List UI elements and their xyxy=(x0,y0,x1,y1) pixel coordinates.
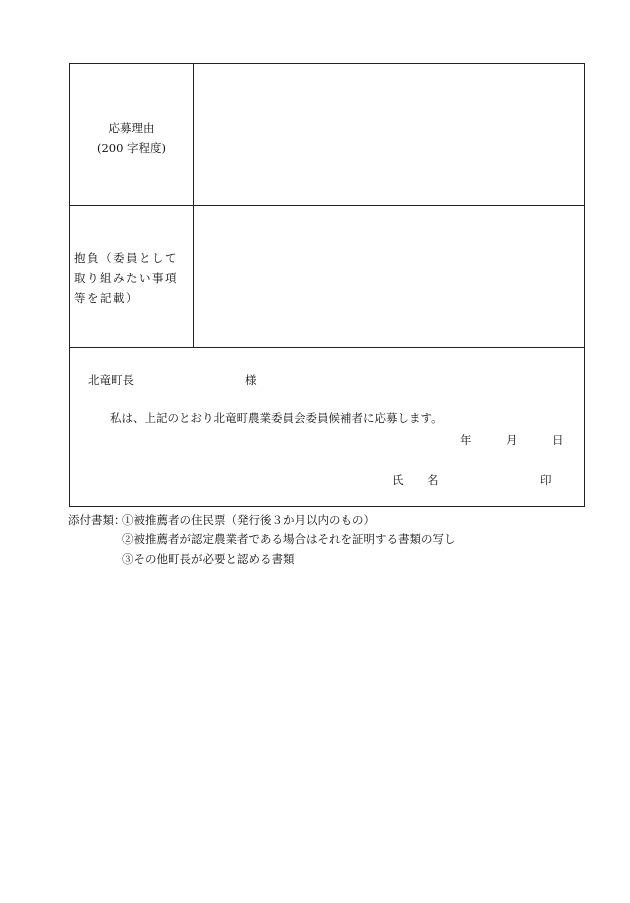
attachment-item-2: ②被推薦者が認定農業者である場合はそれを証明する書類の写し xyxy=(122,532,456,546)
name-label-second: 名 xyxy=(427,473,439,487)
seal-label: 印 xyxy=(540,473,552,487)
ambition-label-cell xyxy=(70,206,194,347)
ambition-label: 抱負（委員として取り組みたい事項等を記載） xyxy=(74,251,178,305)
addressee: 北竜町長 xyxy=(88,373,134,387)
ambition-row xyxy=(70,206,584,348)
date-day-label: 日 xyxy=(552,433,564,447)
date-month-label: 月 xyxy=(506,433,518,447)
reason-label xyxy=(70,118,193,158)
attachment-item-1: ①被推薦者の住民票（発行後３か月以内のもの） xyxy=(122,513,375,527)
declaration-row xyxy=(70,348,584,506)
name-label-first: 氏 xyxy=(392,473,404,487)
reason-label-cell xyxy=(70,64,194,205)
attachments-heading: 添付書類： xyxy=(68,513,126,527)
reason-label-title: 応募理由 xyxy=(108,121,155,135)
ambition-value-cell[interactable] xyxy=(194,206,584,347)
date-year-label: 年 xyxy=(460,433,472,447)
application-form-table xyxy=(69,63,585,507)
declaration-statement: 私は、上記のとおり北竜町農業委員会委員候補者に応募します。 xyxy=(110,411,443,425)
honorific: 様 xyxy=(245,373,257,387)
attachment-item-3: ③その他町長が必要と認める書類 xyxy=(122,552,295,566)
reason-value-cell[interactable] xyxy=(194,64,584,205)
reason-label-note: (200 字程度) xyxy=(96,141,167,155)
reason-row xyxy=(70,64,584,206)
